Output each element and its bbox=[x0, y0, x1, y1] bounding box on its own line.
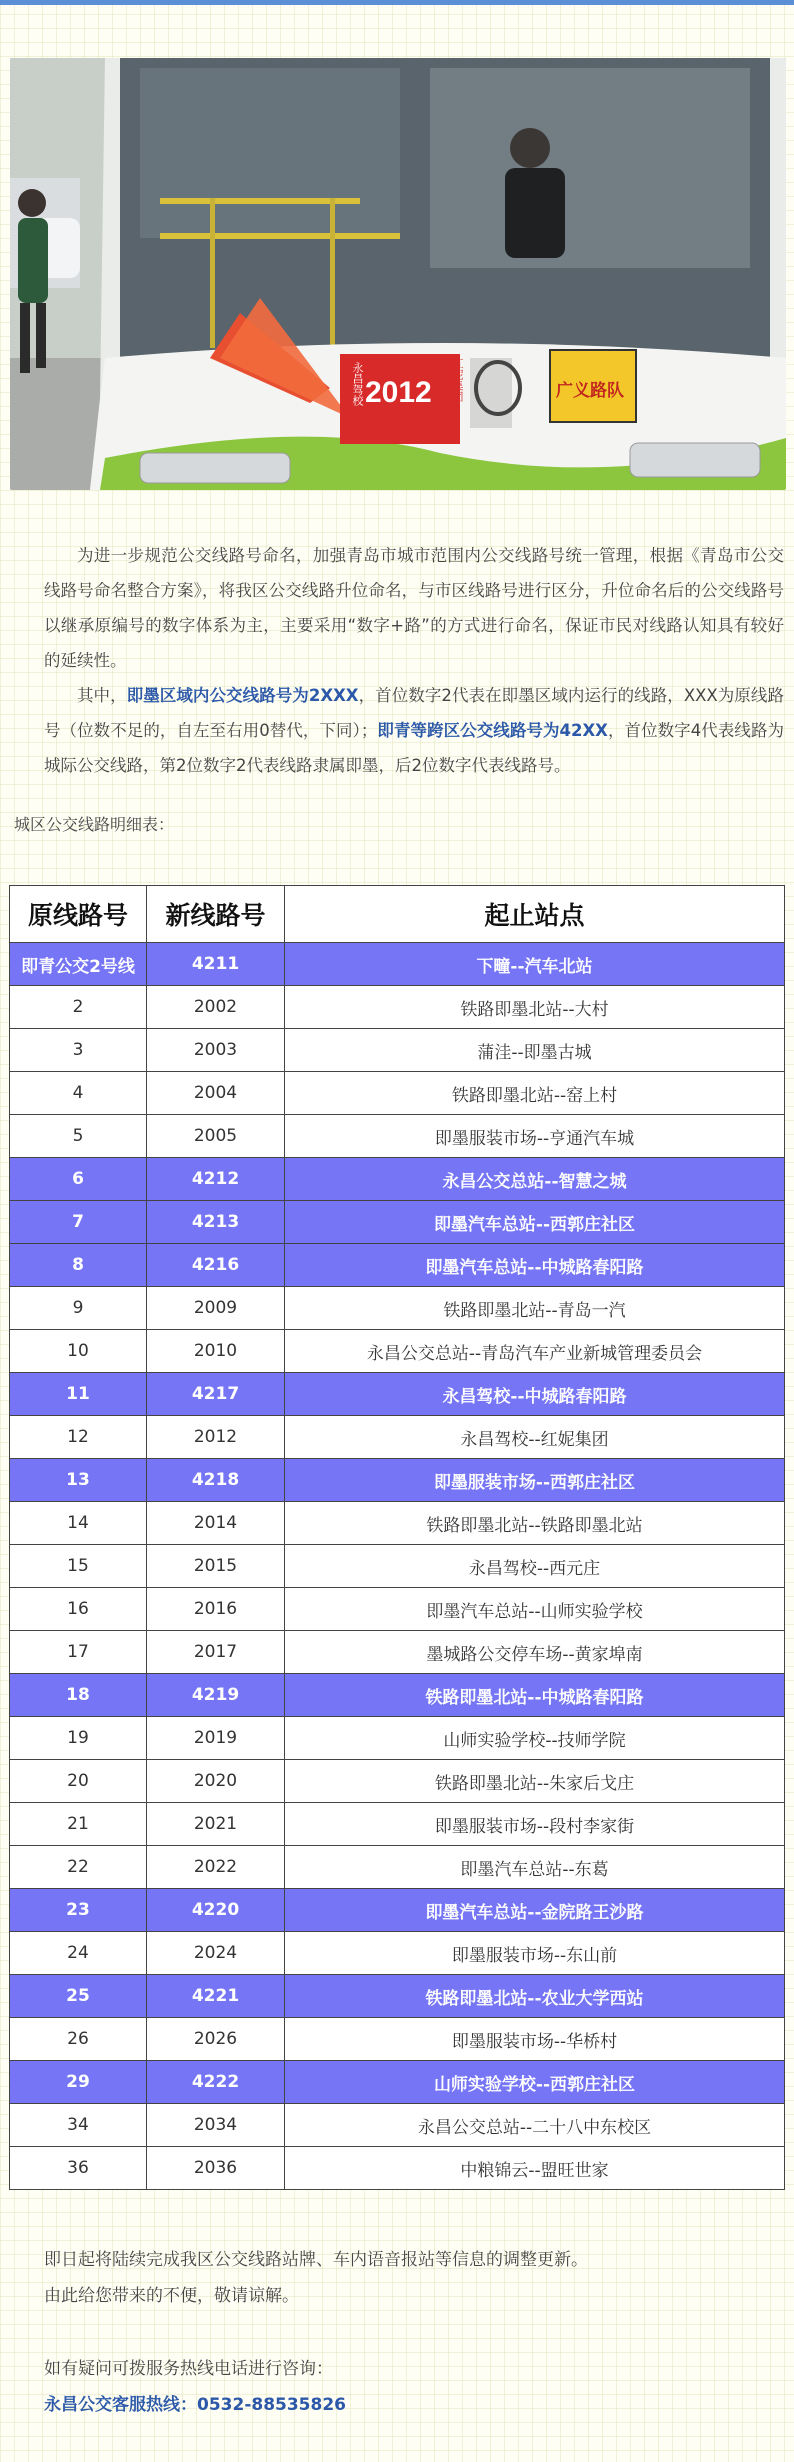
table-row bbox=[10, 2104, 785, 2147]
cell-old-route: 6 bbox=[10, 1158, 147, 1201]
route-plate-number: 2012 bbox=[365, 376, 432, 409]
cell-new-route: 2026 bbox=[147, 2018, 285, 2061]
route-table-body bbox=[10, 943, 785, 2190]
footer-update-notice: 即日起将陆续完成我区公交线路站牌、车内语音报站等信息的调整更新。 bbox=[44, 2250, 588, 2270]
cell-new-route: 2020 bbox=[147, 1760, 285, 1803]
cell-new-route: 4218 bbox=[147, 1459, 285, 1502]
table-row bbox=[10, 1158, 785, 1201]
cell-old-route: 2 bbox=[10, 986, 147, 1029]
table-row bbox=[10, 1846, 785, 1889]
table-row bbox=[10, 1975, 785, 2018]
cell-stops: 铁路即墨北站--大村 bbox=[285, 986, 785, 1029]
table-row bbox=[10, 1803, 785, 1846]
cell-stops: 永昌驾校--红妮集团 bbox=[285, 1416, 785, 1459]
table-row bbox=[10, 1115, 785, 1158]
intro-highlight-jimo-routes: 即墨区域内公交线路号为2XXX bbox=[126, 686, 359, 705]
cell-stops: 蒲洼--即墨古城 bbox=[285, 1029, 785, 1072]
table-row bbox=[10, 1459, 785, 1502]
cell-stops: 铁路即墨北站--铁路即墨北站 bbox=[285, 1502, 785, 1545]
cell-old-route: 29 bbox=[10, 2061, 147, 2104]
cell-old-route: 11 bbox=[10, 1373, 147, 1416]
cell-new-route: 2015 bbox=[147, 1545, 285, 1588]
cell-stops: 下疃--汽车北站 bbox=[285, 943, 785, 986]
table-row bbox=[10, 986, 785, 1029]
cell-stops: 中粮锦云--盟旺世家 bbox=[285, 2147, 785, 2190]
cell-new-route: 4213 bbox=[147, 1201, 285, 1244]
table-row bbox=[10, 1029, 785, 1072]
table-row bbox=[10, 1760, 785, 1803]
cell-old-route: 24 bbox=[10, 1932, 147, 1975]
header-old-route: 原线路号 bbox=[10, 886, 147, 943]
cell-old-route: 13 bbox=[10, 1459, 147, 1502]
table-header-row bbox=[10, 886, 785, 943]
cell-stops: 铁路即墨北站--中城路春阳路 bbox=[285, 1674, 785, 1717]
intro-p2-part-c: ，首位数字4代表线路为城际公交线路，第2位数字2代表线路隶属即墨，后2位数字代表线路号。 bbox=[44, 721, 785, 775]
cell-stops: 即墨汽车总站--西郭庄社区 bbox=[285, 1201, 785, 1244]
table-row bbox=[10, 1373, 785, 1416]
cell-stops: 即墨服装市场--东山前 bbox=[285, 1932, 785, 1975]
cell-new-route: 2004 bbox=[147, 1072, 285, 1115]
cell-old-route: 10 bbox=[10, 1330, 147, 1373]
cell-stops: 永昌驾校--西元庄 bbox=[285, 1545, 785, 1588]
header-stops: 起止站点 bbox=[285, 886, 785, 943]
cell-new-route: 2019 bbox=[147, 1717, 285, 1760]
cell-old-route: 5 bbox=[10, 1115, 147, 1158]
intro-paragraph-2 bbox=[44, 678, 784, 783]
cell-new-route: 2036 bbox=[147, 2147, 285, 2190]
cell-old-route: 3 bbox=[10, 1029, 147, 1072]
cell-old-route: 9 bbox=[10, 1287, 147, 1330]
cell-stops: 即墨服装市场--西郭庄社区 bbox=[285, 1459, 785, 1502]
header-new-route: 新线路号 bbox=[147, 886, 285, 943]
table-row bbox=[10, 2018, 785, 2061]
cell-old-route: 20 bbox=[10, 1760, 147, 1803]
footer-inquiry: 如有疑问可拨服务热线电话进行咨询： bbox=[44, 2359, 333, 2379]
cell-old-route: 8 bbox=[10, 1244, 147, 1287]
cell-new-route: 4212 bbox=[147, 1158, 285, 1201]
cell-new-route: 2009 bbox=[147, 1287, 285, 1330]
cell-old-route: 17 bbox=[10, 1631, 147, 1674]
cell-stops: 即墨服装市场--华桥村 bbox=[285, 2018, 785, 2061]
intro-p2-part-b: ，首位数字2代表在即墨区域内运行的线路，XXX为原线路号（位数不足的，自左至右用0替代，下同）； bbox=[44, 686, 784, 740]
cell-old-route: 21 bbox=[10, 1803, 147, 1846]
top-accent-bar bbox=[0, 0, 794, 5]
cell-new-route: 2010 bbox=[147, 1330, 285, 1373]
cell-new-route: 4216 bbox=[147, 1244, 285, 1287]
intro-p2-part-a: 其中， bbox=[77, 686, 127, 705]
cell-stops: 即墨汽车总站--中城路春阳路 bbox=[285, 1244, 785, 1287]
table-row bbox=[10, 1201, 785, 1244]
footer-apology: 由此给您带来的不便，敬请谅解。 bbox=[44, 2286, 299, 2306]
cell-stops: 永昌公交总站--智慧之城 bbox=[285, 1158, 785, 1201]
intro-text bbox=[44, 538, 784, 783]
cell-new-route: 4220 bbox=[147, 1889, 285, 1932]
cell-old-route: 34 bbox=[10, 2104, 147, 2147]
cell-stops: 铁路即墨北站--农业大学西站 bbox=[285, 1975, 785, 2018]
cell-stops: 即墨汽车总站--金院路王沙路 bbox=[285, 1889, 785, 1932]
table-row bbox=[10, 1502, 785, 1545]
cell-stops: 永昌公交总站--青岛汽车产业新城管理委员会 bbox=[285, 1330, 785, 1373]
cell-old-route: 即青公交2号线 bbox=[10, 943, 147, 986]
route-plate-left-text: 永昌驾校 bbox=[351, 362, 364, 406]
footer-hotline: 永昌公交客服热线：0532-88535826 bbox=[44, 2395, 346, 2415]
cell-new-route: 2012 bbox=[147, 1416, 285, 1459]
table-row bbox=[10, 1932, 785, 1975]
table-row bbox=[10, 1674, 785, 1717]
cell-new-route: 4219 bbox=[147, 1674, 285, 1717]
cell-old-route: 16 bbox=[10, 1588, 147, 1631]
cell-stops: 山师实验学校--技师学院 bbox=[285, 1717, 785, 1760]
cell-old-route: 4 bbox=[10, 1072, 147, 1115]
cell-stops: 即墨汽车总站--东葛 bbox=[285, 1846, 785, 1889]
cell-new-route: 2002 bbox=[147, 986, 285, 1029]
cell-new-route: 2034 bbox=[147, 2104, 285, 2147]
bus-photo bbox=[10, 58, 786, 490]
table-row bbox=[10, 1330, 785, 1373]
cell-stops: 即墨服装市场--段村李家街 bbox=[285, 1803, 785, 1846]
table-row bbox=[10, 943, 785, 986]
cell-new-route: 2017 bbox=[147, 1631, 285, 1674]
table-row bbox=[10, 1244, 785, 1287]
table-row bbox=[10, 1588, 785, 1631]
cell-new-route: 4222 bbox=[147, 2061, 285, 2104]
cell-new-route: 2014 bbox=[147, 1502, 285, 1545]
cell-new-route: 2005 bbox=[147, 1115, 285, 1158]
table-row bbox=[10, 2147, 785, 2190]
table-row bbox=[10, 1072, 785, 1115]
route-plate-right-text: 红妮集团 bbox=[451, 358, 464, 402]
cell-old-route: 12 bbox=[10, 1416, 147, 1459]
cell-new-route: 2022 bbox=[147, 1846, 285, 1889]
cell-stops: 山师实验学校--西郭庄社区 bbox=[285, 2061, 785, 2104]
footer-notice bbox=[44, 2242, 764, 2423]
table-caption: 城区公交线路明细表： bbox=[14, 815, 175, 834]
cell-stops: 永昌公交总站--二十八中东校区 bbox=[285, 2104, 785, 2147]
cell-old-route: 22 bbox=[10, 1846, 147, 1889]
cell-old-route: 14 bbox=[10, 1502, 147, 1545]
cell-old-route: 18 bbox=[10, 1674, 147, 1717]
cell-stops: 永昌驾校--中城路春阳路 bbox=[285, 1373, 785, 1416]
cell-stops: 墨城路公交停车场--黄家埠南 bbox=[285, 1631, 785, 1674]
cell-new-route: 2021 bbox=[147, 1803, 285, 1846]
cell-stops: 铁路即墨北站--青岛一汽 bbox=[285, 1287, 785, 1330]
cell-stops: 即墨汽车总站--山师实验学校 bbox=[285, 1588, 785, 1631]
cell-old-route: 7 bbox=[10, 1201, 147, 1244]
table-row bbox=[10, 1631, 785, 1674]
cell-old-route: 26 bbox=[10, 2018, 147, 2061]
cell-new-route: 4217 bbox=[147, 1373, 285, 1416]
cell-new-route: 2024 bbox=[147, 1932, 285, 1975]
cell-stops: 铁路即墨北站--朱家后戈庄 bbox=[285, 1760, 785, 1803]
intro-paragraph-1: 为进一步规范公交线路号命名，加强青岛市城市范围内公交线路号统一管理，根据《青岛市公交线路号命名整合方案》，将我区公交线路升位命名，与市区线路号进行区分，升位命名后的公交线路号以继承原编号的数字体系为主，主要采用“数字+路”的方式进行命名，保证市民对线路认知具有较好的延续性。 bbox=[44, 546, 784, 670]
cell-stops: 即墨服装市场--亨通汽车城 bbox=[285, 1115, 785, 1158]
cell-old-route: 36 bbox=[10, 2147, 147, 2190]
cell-stops: 铁路即墨北站--窑上村 bbox=[285, 1072, 785, 1115]
cell-new-route: 4211 bbox=[147, 943, 285, 986]
cell-new-route: 4221 bbox=[147, 1975, 285, 2018]
route-table bbox=[9, 885, 785, 2190]
route-team-sign: 广义路队 bbox=[556, 381, 624, 401]
cell-new-route: 2016 bbox=[147, 1588, 285, 1631]
table-row bbox=[10, 1545, 785, 1588]
cell-old-route: 25 bbox=[10, 1975, 147, 2018]
intro-highlight-cross-district-routes: 即青等跨区公交线路号为42XX bbox=[377, 721, 608, 740]
cell-new-route: 2003 bbox=[147, 1029, 285, 1072]
cell-old-route: 19 bbox=[10, 1717, 147, 1760]
table-row bbox=[10, 1717, 785, 1760]
table-row bbox=[10, 1416, 785, 1459]
cell-old-route: 23 bbox=[10, 1889, 147, 1932]
table-row bbox=[10, 2061, 785, 2104]
cell-old-route: 15 bbox=[10, 1545, 147, 1588]
table-row bbox=[10, 1287, 785, 1330]
table-row bbox=[10, 1889, 785, 1932]
